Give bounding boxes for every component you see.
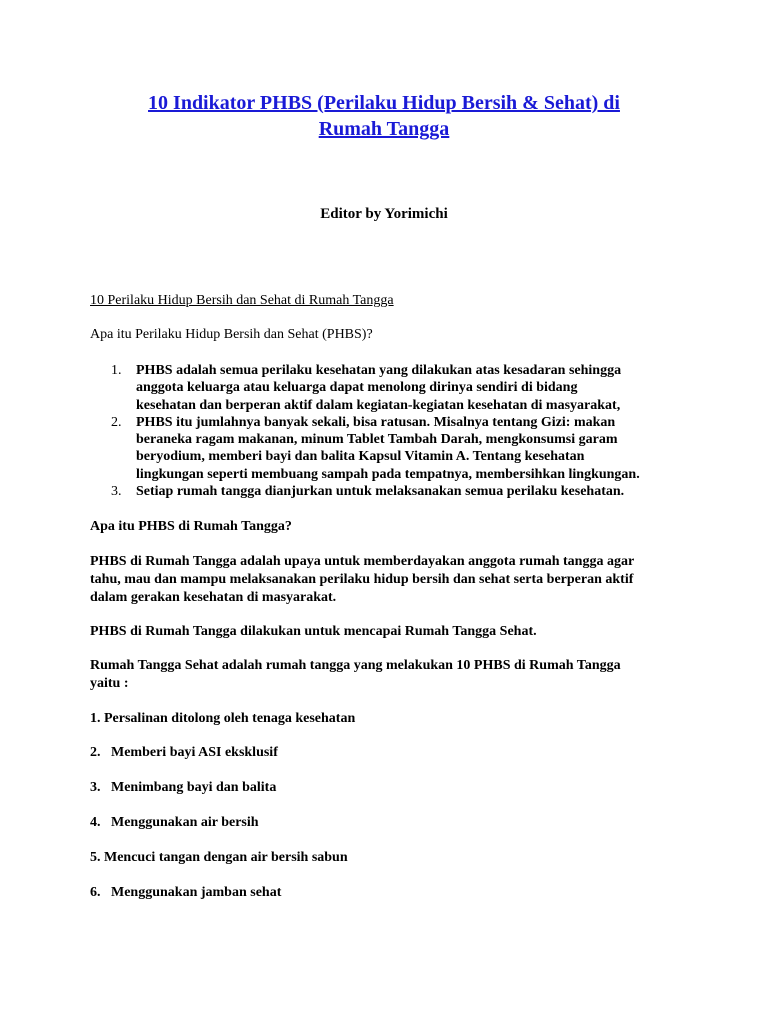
list-line: PHBS adalah semua perilaku kesehatan yang dilakukan atas kesadaran sehingga [136, 363, 622, 378]
indicator-item-3: 3. Menimbang bayi dan balita [90, 780, 277, 795]
paragraph-line: PHBS di Rumah Tangga adalah upaya untuk memberdayakan anggota rumah tangga agar [90, 554, 635, 569]
document-title [90, 90, 678, 142]
list-item [90, 362, 690, 414]
list-line: lingkungan seperti membuang sampah pada tempatnya, membersihkan lingkungan. [136, 466, 640, 482]
list-number: 3. [111, 484, 122, 500]
question-what-is-phbs: Apa itu Perilaku Hidup Bersih dan Sehat (PHBS)? [90, 327, 373, 342]
paragraph-line: dalam gerakan kesehatan di masyarakat. [90, 590, 337, 605]
list-line: kesehatan dan berperan aktif dalam kegiatan-kegiatan kesehatan di masyarakat, [136, 397, 621, 413]
title-link[interactable] [148, 92, 620, 140]
paragraph-phbs-household [90, 553, 690, 607]
list-number: 2. [111, 414, 122, 430]
paragraph-line: tahu, mau dan mampu melaksanakan perilaku hidup bersih dan sehat serta berperan aktif [90, 572, 634, 587]
list-item [90, 483, 690, 500]
paragraph-line: Rumah Tangga Sehat adalah rumah tangga yang melakukan 10 PHBS di Rumah Tangga [90, 658, 621, 673]
paragraph-line: yaitu : [90, 676, 129, 691]
editor-credit: Editor by Yorimichi [320, 206, 448, 222]
indicator-item-2: 2. Memberi bayi ASI eksklusif [90, 745, 278, 760]
list-item [90, 414, 690, 483]
list-line: anggota keluarga atau keluarga dapat menolong dirinya sendiri di bidang [136, 380, 578, 396]
list-line: PHBS itu jumlahnya banyak sekali, bisa ratusan. Misalnya tentang Gizi: makan [136, 414, 616, 430]
section-heading: 10 Perilaku Hidup Bersih dan Sehat di Rumah Tangga [90, 293, 394, 308]
list-number: 1. [111, 363, 122, 378]
list-line: beraneka ragam makanan, minum Tablet Tambah Darah, mengkonsumsi garam [136, 432, 618, 448]
list-line: beryodium, memberi bayi dan balita Kapsul Vitamin A. Tentang kesehatan [136, 449, 585, 465]
indicator-item-4: 4. Menggunakan air bersih [90, 815, 259, 830]
title-line-2: Rumah Tangga [318, 118, 450, 140]
indicator-item-5: 5. Mencuci tangan dengan air bersih sabun [90, 850, 348, 865]
paragraph-healthy-household [90, 657, 690, 693]
question-phbs-household: Apa itu PHBS di Rumah Tangga? [90, 519, 292, 534]
definition-list [90, 362, 690, 500]
title-line-1: 10 Indikator PHBS (Perilaku Hidup Bersih & Sehat) di [148, 92, 620, 114]
indicator-item-1: 1. Persalinan ditolong oleh tenaga kesehatan [90, 711, 356, 726]
indicator-item-6: 6. Menggunakan jamban sehat [90, 885, 282, 900]
paragraph-goal: PHBS di Rumah Tangga dilakukan untuk mencapai Rumah Tangga Sehat. [90, 624, 537, 639]
list-line: Setiap rumah tangga dianjurkan untuk melaksanakan semua perilaku kesehatan. [136, 484, 625, 500]
